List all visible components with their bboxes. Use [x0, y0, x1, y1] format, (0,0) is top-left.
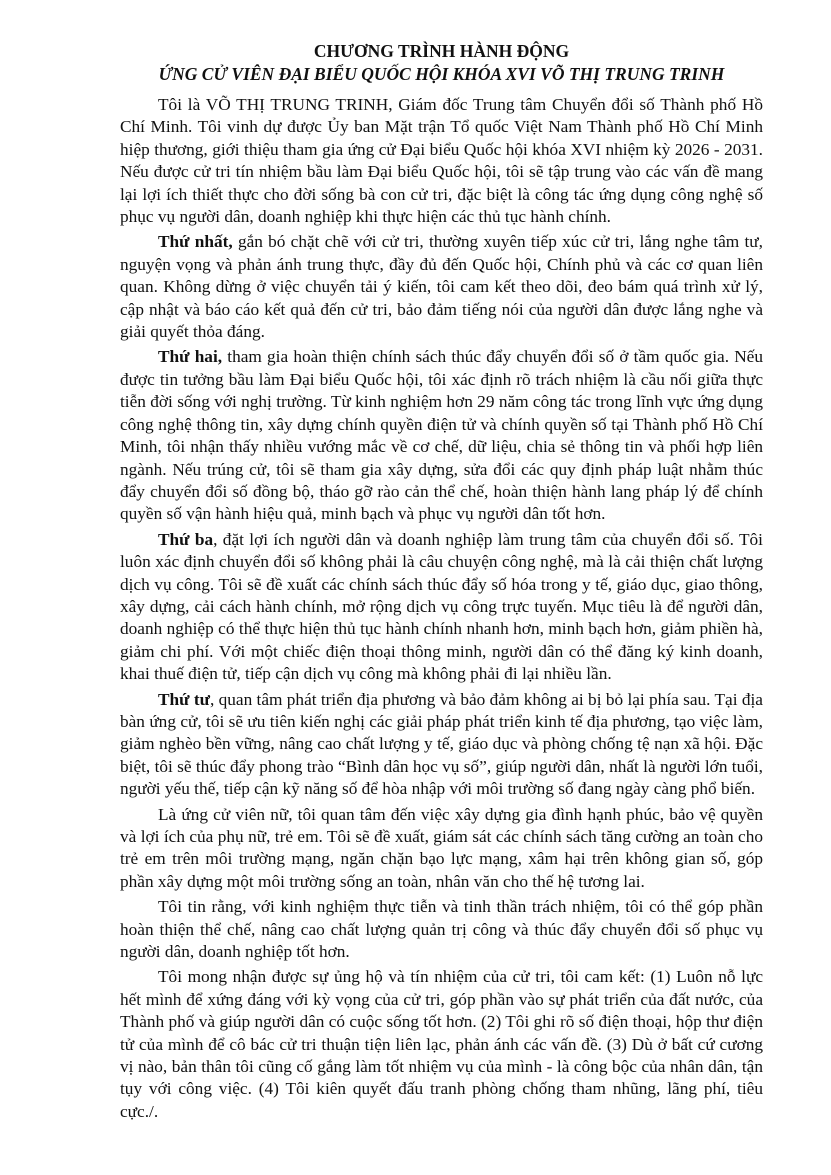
document-body	[120, 94, 763, 1123]
paragraph-intro	[120, 94, 763, 228]
paragraph-lead: Thứ nhất,	[158, 232, 233, 252]
paragraph-text: Tôi là VÕ THỊ TRUNG TRINH, Giám đốc Trung tâm Chuyển đổi số Thành phố Hồ Chí Minh. Tôi vinh dự được Ủy ban Mặt trận Tổ quốc Việt Nam Thành phố Hồ Chí Minh hiệp thương, giới thiệu tham gia ứng cử Đại biểu Quốc hội khóa XVI nhiệm kỳ 2026 - 2031. Nếu được cử tri tín nhiệm bầu làm Đại biểu Quốc hội, tôi sẽ tập trung vào các vấn đề mang lại lợi ích thiết thực cho đời sống bà con cử tri, đặc biệt là công tác ứng dụng công nghệ số phục vụ người dân, doanh nghiệp khi thực hiện các thủ tục hành chính.	[120, 95, 763, 227]
paragraph-commitment	[120, 966, 763, 1123]
title-line-2: ỨNG CỬ VIÊN ĐẠI BIỂU QUỐC HỘI KHÓA XVI VÕ THỊ TRUNG TRINH	[158, 64, 725, 84]
paragraph-text: , đặt lợi ích người dân và doanh nghiệp làm trung tâm của chuyển đổi số. Tôi luôn xác định chuyển đổi số không phải là câu chuyện công nghệ, mà là cải thiện chất lượng dịch vụ công. Tôi sẽ đề xuất các chính sách thúc đẩy số hóa trong y tế, giáo dục, giao thông, xây dựng, cải cách hành chính, mở rộng dịch vụ công trực tuyến. Mục tiêu là để người dân, doanh nghiệp có thể thực hiện thủ tục hành chính nhanh hơn, minh bạch hơn, giảm phiền hà, giảm chi phí. Với một chiếc điện thoại thông minh, người dân có thể đăng ký kinh doanh, khai thuế điện tử, tiếp cận dịch vụ công mà không phải đi lại nhiều lần.	[120, 529, 763, 684]
paragraph-second	[120, 346, 763, 525]
paragraph-lead: Thứ hai,	[158, 347, 223, 367]
paragraph-women-children	[120, 804, 763, 894]
title-line-1: CHƯƠNG TRÌNH HÀNH ĐỘNG	[313, 41, 570, 61]
paragraph-first	[120, 231, 763, 343]
document-title	[120, 40, 763, 86]
paragraph-text: , quan tâm phát triển địa phương và bảo đảm không ai bị bỏ lại phía sau. Tại địa bàn ứng cử, tôi sẽ ưu tiên kiến nghị các giải pháp phát triển kinh tế địa phương, tạo việc làm, giảm nghèo bền vững, nâng cao chất lượng y tế, giáo dục và phòng chống tệ nạn xã hội. Đặc biệt, tôi sẽ thúc đẩy phong trào “Bình dân học vụ số”, giúp người dân, nhất là người lớn tuổi, người yếu thế, tiếp cận kỹ năng số để hòa nhập với môi trường số đang ngày càng phổ biến.	[120, 689, 763, 799]
paragraph-lead: Thứ ba	[158, 529, 214, 549]
paragraph-text: Là ứng cử viên nữ, tôi quan tâm đến việc xây dựng gia đình hạnh phúc, bảo vệ quyền và lợi ích của phụ nữ, trẻ em. Tôi sẽ đề xuất, giám sát các chính sách tăng cường an toàn cho trẻ em trên môi trường mạng, ngăn chặn bạo lực mạng, xâm hại trên không gian số, góp phần xây dựng một môi trường sống an toàn, nhân văn cho thế hệ tương lai.	[120, 804, 763, 891]
paragraph-text: Tôi mong nhận được sự ủng hộ và tín nhiệm của cử tri, tôi cam kết: (1) Luôn nỗ lực hết mình để xứng đáng với kỳ vọng của cử tri, góp phần vào sự phát triển của đất nước, của Thành phố và giúp người dân có cuộc sống tốt hơn. (2) Tôi ghi rõ số điện thoại, hộp thư điện tử của mình để cô bác cử tri thuận tiện liên lạc, phản ánh các vấn đề. (3) Dù ở bất cứ cương vị nào, bản thân tôi cũng cố gắng làm tốt nhiệm vụ của mình - là công bộc của nhân dân, tận tụy với công việc. (4) Tôi kiên quyết đấu tranh phòng chống tham nhũng, lãng phí, tiêu cực./.	[120, 967, 763, 1121]
paragraph-lead: Thứ tư	[158, 689, 210, 709]
paragraph-text: gắn bó chặt chẽ với cử tri, thường xuyên tiếp xúc cử tri, lắng nghe tâm tư, nguyện vọng và phản ánh trung thực, đầy đủ đến Quốc hội, Chính phủ và các cơ quan liên quan. Không dừng ở việc chuyển tải ý kiến, tôi cam kết theo dõi, đeo bám quá trình xử lý, cập nhật và báo cáo kết quả đến cử tri, bảo đảm tiếng nói của người dân được lắng nghe và giải quyết thỏa đáng.	[120, 232, 763, 342]
paragraph-text: Tôi tin rằng, với kinh nghiệm thực tiễn và tinh thần trách nhiệm, tôi có thể góp phần hoàn thiện thể chế, nâng cao chất lượng quản trị công và thúc đẩy chuyển đổi số phục vụ người dân, doanh nghiệp tốt hơn.	[120, 897, 763, 962]
paragraph-text: tham gia hoàn thiện chính sách thúc đẩy chuyển đổi số ở tầm quốc gia. Nếu được tin tưởng bầu làm Đại biểu Quốc hội, tôi xác định rõ trách nhiệm là cầu nối giữa thực tiễn đời sống với nghị trường. Từ kinh nghiệm hơn 29 năm công tác trong lĩnh vực ứng dụng công nghệ thông tin, xây dựng chính quyền điện tử và chính quyền số tại Thành phố Hồ Chí Minh, tôi nhận thấy nhiều vướng mắc về cơ chế, dữ liệu, chia sẻ thông tin và phối hợp liên ngành. Nếu trúng cử, tôi sẽ tham gia xây dựng, sửa đổi các quy định pháp luật nhằm thúc đẩy chuyển đổi số đồng bộ, tháo gỡ rào cản thể chế, hoàn thiện hành lang pháp lý để chính quyền số vận hành hiệu quả, minh bạch và phục vụ người dân tốt hơn.	[120, 347, 763, 524]
paragraph-belief	[120, 896, 763, 963]
paragraph-fourth	[120, 689, 763, 801]
paragraph-third	[120, 529, 763, 686]
